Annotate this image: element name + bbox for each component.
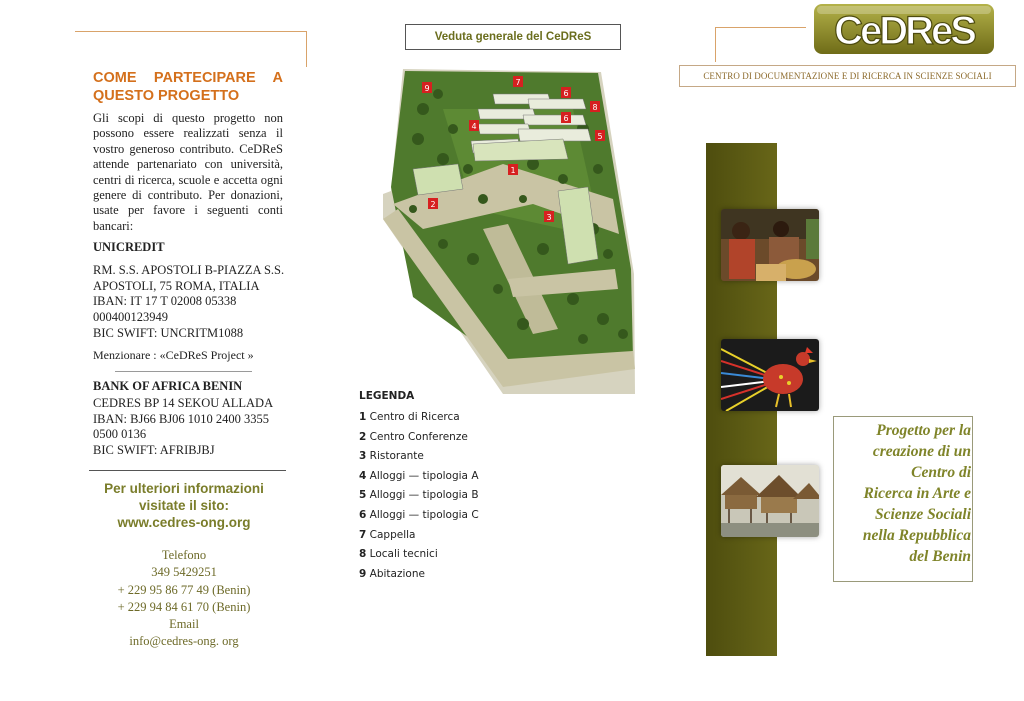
svg-text:6: 6 xyxy=(563,114,569,123)
participate-heading: COME PARTECIPARE A QUESTO PROGETTO xyxy=(93,70,283,104)
project-title-line: Scienze Sociali xyxy=(874,506,971,523)
bank1-line: 000400123949 xyxy=(93,310,168,325)
bank1-line: IBAN: IT 17 T 02008 05338 xyxy=(93,294,237,309)
top-right-rule-side xyxy=(715,27,716,62)
svg-text:CeDReS: CeDReS xyxy=(834,9,974,53)
project-title-line: Progetto per la xyxy=(876,422,971,439)
svg-text:1: 1 xyxy=(510,166,516,175)
svg-text:9: 9 xyxy=(424,84,430,93)
svg-text:7: 7 xyxy=(515,78,521,87)
phone-number: 349 5429251 xyxy=(151,565,217,580)
participate-body: Gli scopi di questo progetto non possono essere realizzati senza il vostro generoso contributo. CeDReS attende partenariato con università, centri di ricerca, scuole e accetta ogni genere di contributo. Per donazioni, usate per favore i seguenti conti bancari: xyxy=(93,111,283,233)
legend-item: 8 Locali tecnici xyxy=(359,548,438,561)
map-marker-7 xyxy=(513,76,523,87)
top-right-rule xyxy=(715,27,806,28)
map-marker-6 xyxy=(561,87,571,98)
site-plan-map xyxy=(383,69,637,394)
map-caption: Veduta generale del CeDReS xyxy=(405,24,621,50)
map-marker-1 xyxy=(508,164,518,175)
legend-item: 9 Abitazione xyxy=(359,567,425,580)
photo-market-women xyxy=(721,209,819,281)
more-info xyxy=(89,480,279,531)
bank2-details xyxy=(93,396,293,459)
project-title-line: nella Repubblica xyxy=(862,527,971,544)
bank1-name: UNICREDIT xyxy=(93,240,165,254)
map-marker-8 xyxy=(590,101,600,112)
cedres-logo xyxy=(812,2,998,58)
legend-item: 5 Alloggi — tipologia B xyxy=(359,489,479,502)
info-divider xyxy=(89,470,286,471)
legend-item: 6 Alloggi — tipologia C xyxy=(359,508,479,521)
map-marker-3 xyxy=(544,211,554,222)
bank2-line: BIC SWIFT: AFRIBJBJ xyxy=(93,443,215,458)
svg-text:4: 4 xyxy=(471,122,477,131)
map-marker-2 xyxy=(428,198,438,209)
email-link[interactable]: info@cedres-ong. org xyxy=(129,634,239,649)
svg-text:3: 3 xyxy=(546,213,552,222)
legend-item: 3 Ristorante xyxy=(359,450,424,463)
svg-text:5: 5 xyxy=(597,132,603,141)
map-marker-5 xyxy=(595,130,605,141)
top-left-rule xyxy=(75,31,307,32)
project-title-line: Ricerca in Arte e xyxy=(863,485,971,502)
website-link[interactable]: www.cedres-ong.org xyxy=(117,515,251,530)
phone-label: Telefono xyxy=(161,548,207,562)
organization-subtitle: CENTRO DI DOCUMENTAZIONE E DI RICERCA IN SCIENZE SOCIALI xyxy=(679,65,1016,87)
bank2-line: IBAN: BJ66 BJ06 1010 2400 3355 xyxy=(93,411,270,426)
project-title xyxy=(836,420,971,567)
legend-item: 2 Centro Conferenze xyxy=(359,430,468,443)
bank1-details xyxy=(93,263,293,342)
map-marker-6b xyxy=(561,112,571,123)
bank1-line: BIC SWIFT: UNCRITM1088 xyxy=(93,325,244,340)
bank1-line: APOSTOLI, 75 ROMA, ITALIA xyxy=(93,278,260,293)
legend-item: 4 Alloggi — tipologia A xyxy=(359,469,479,482)
bank2-line: 0500 0136 xyxy=(93,427,147,442)
mention-divider xyxy=(115,371,252,372)
legend-item: 1 Centro di Ricerca xyxy=(359,411,460,423)
bank1-line: RM. S.S. APOSTOLI B-PIAZZA S.S. xyxy=(93,263,285,277)
more-info-line: Per ulteriori informazioni xyxy=(104,481,264,496)
project-title-line: del Benin xyxy=(909,548,971,565)
photo-stilt-village xyxy=(721,465,819,537)
phone-number: + 229 94 84 61 70 (Benin) xyxy=(117,599,251,614)
legend-item: 7 Cappella xyxy=(359,528,416,541)
svg-text:8: 8 xyxy=(592,103,598,112)
contact-block xyxy=(89,547,279,651)
top-left-rule-side xyxy=(306,31,307,67)
mention-note: Menzionare : «CeDReS Project » xyxy=(93,348,254,362)
more-info-line: visitate il sito: xyxy=(138,498,230,513)
svg-text:2: 2 xyxy=(430,200,436,209)
map-marker-4 xyxy=(469,120,479,131)
project-title-line: creazione di un xyxy=(872,443,971,460)
phone-number: + 229 95 86 77 49 (Benin) xyxy=(117,582,251,597)
legend-title: LEGENDA xyxy=(359,390,415,402)
photo-rooster-artwork xyxy=(721,339,819,411)
legend xyxy=(359,390,479,587)
svg-text:6: 6 xyxy=(563,89,569,98)
bank2-line: CEDRES BP 14 SEKOU ALLADA xyxy=(93,396,274,410)
bank2-name: BANK OF AFRICA BENIN xyxy=(93,379,243,393)
project-title-line: Centro di xyxy=(911,464,971,481)
map-marker-9 xyxy=(422,82,432,93)
email-label: Email xyxy=(169,617,199,632)
